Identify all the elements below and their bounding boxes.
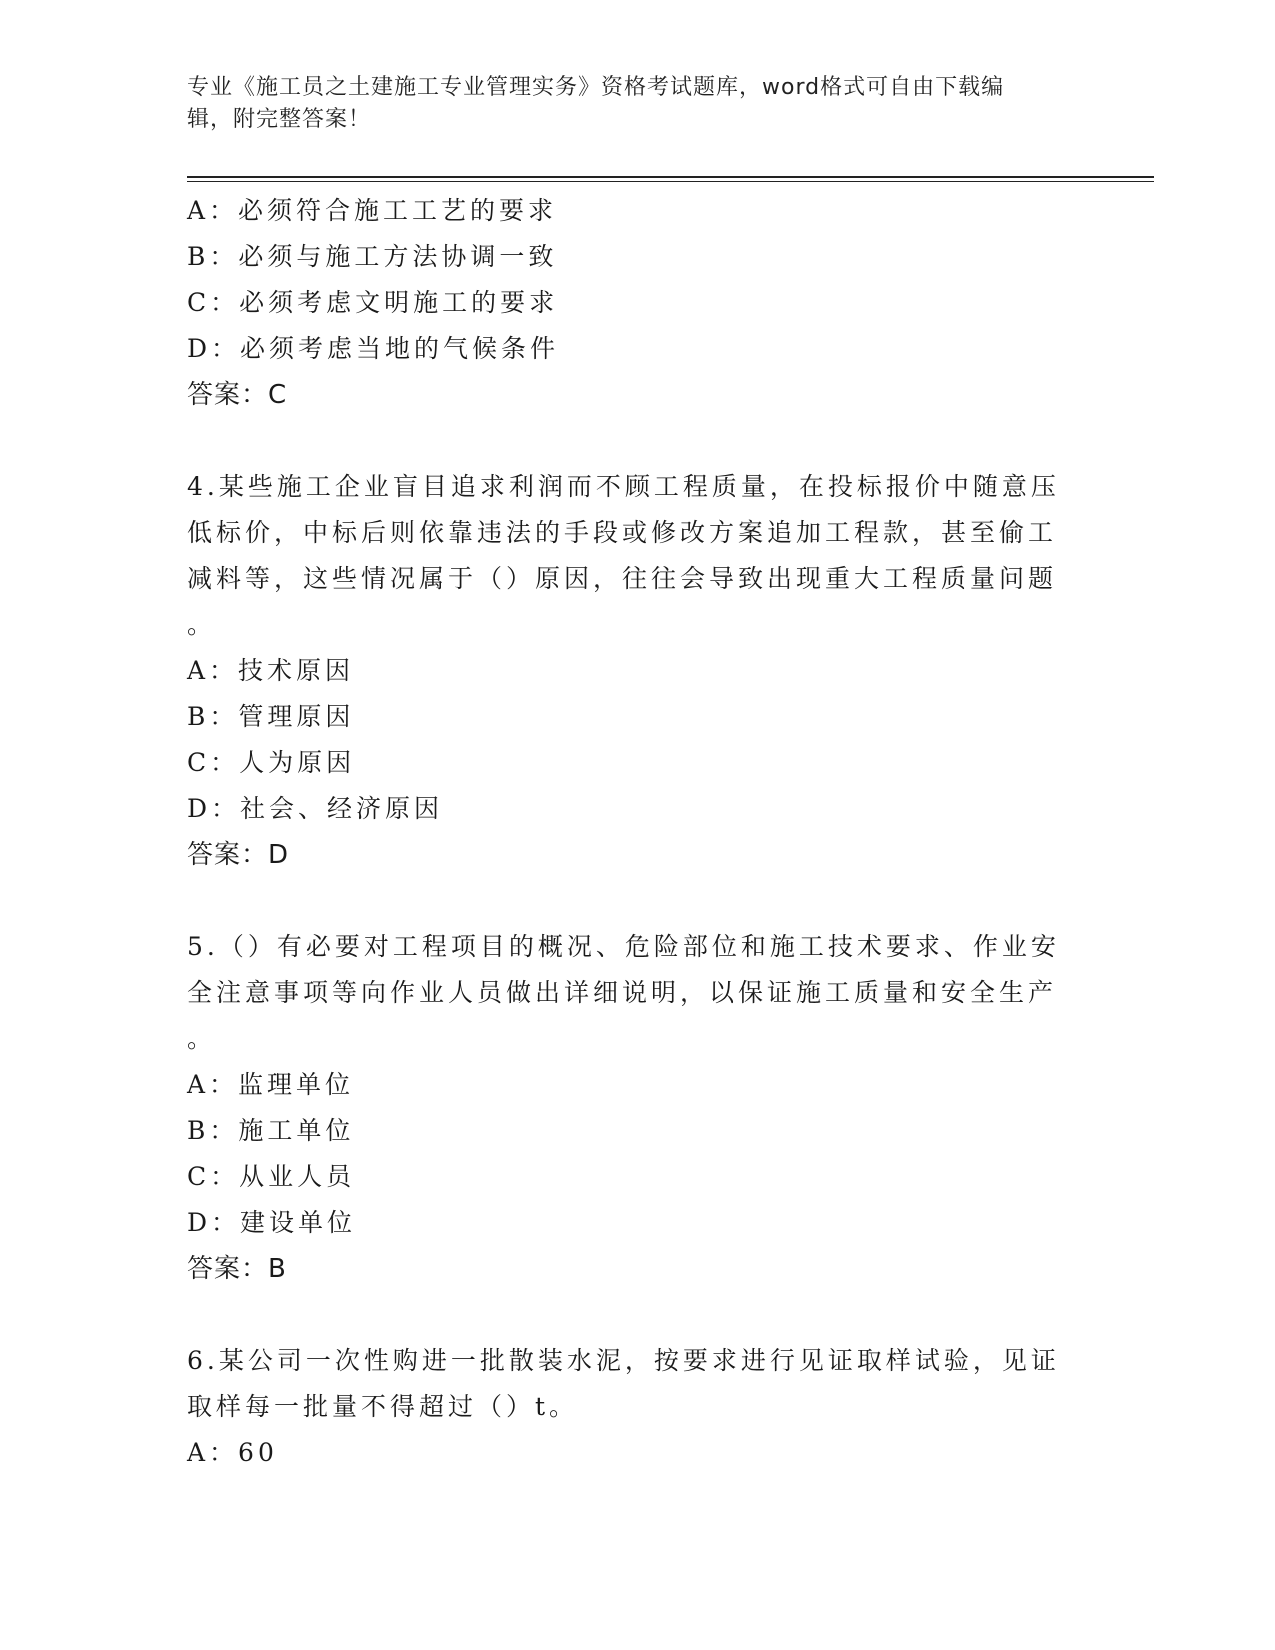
option-a: A：必须符合施工工艺的要求 <box>187 196 558 225</box>
question-text-line: 4.某些施工企业盲目追求利润而不顾工程质量，在投标报价中随意压 <box>187 472 1060 501</box>
option-d: D：必须考虑当地的气候条件 <box>187 334 560 363</box>
option-c: C：从业人员 <box>187 1162 356 1191</box>
option-a: A：监理单位 <box>187 1070 355 1099</box>
question-text-line: 。 <box>187 1024 217 1053</box>
header-title-line-2: 辑，附完整答案！ <box>187 107 372 132</box>
spacer <box>187 1292 1067 1338</box>
option-a: A：60 <box>187 1438 278 1467</box>
question-6 <box>187 1338 1067 1476</box>
question-text-line: 6.某公司一次性购进一批散装水泥，按要求进行见证取样试验，见证 <box>187 1346 1060 1375</box>
question-text-line: 取样每一批量不得超过（）t。 <box>187 1392 579 1421</box>
option-c: C：必须考虑文明施工的要求 <box>187 288 559 317</box>
option-d: D：建设单位 <box>187 1208 357 1237</box>
spacer <box>187 418 1067 464</box>
header-divider-thin <box>187 181 1154 182</box>
question-text-line: 全注意事项等向作业人员做出详细说明，以保证施工质量和安全生产 <box>187 978 1058 1007</box>
option-b: B：管理原因 <box>187 702 355 731</box>
option-a: A：技术原因 <box>187 656 355 685</box>
option-c: C：人为原因 <box>187 748 356 777</box>
answer: 答案：D <box>187 840 290 870</box>
header-title-line-1: 专业《施工员之土建施工专业管理实务》资格考试题库，word格式可自由下载编 <box>187 75 1005 100</box>
document-header <box>187 72 1067 136</box>
question-4 <box>187 464 1067 878</box>
question-text-line: 。 <box>187 610 217 639</box>
header-divider-thick <box>187 176 1154 178</box>
question-content <box>187 188 1067 1476</box>
question-3 <box>187 188 1067 418</box>
question-5 <box>187 924 1067 1292</box>
question-text-line: 低标价，中标后则依靠违法的手段或修改方案追加工程款，甚至偷工 <box>187 518 1058 547</box>
spacer <box>187 878 1067 924</box>
option-d: D：社会、经济原因 <box>187 794 444 823</box>
question-text-line: 5.（）有必要对工程项目的概况、危险部位和施工技术要求、作业安 <box>187 932 1060 961</box>
answer: 答案：B <box>187 1254 287 1284</box>
option-b: B：必须与施工方法协调一致 <box>187 242 558 271</box>
question-text-line: 减料等，这些情况属于（）原因，往往会导致出现重大工程质量问题 <box>187 564 1058 593</box>
answer: 答案：C <box>187 380 288 410</box>
option-b: B：施工单位 <box>187 1116 355 1145</box>
